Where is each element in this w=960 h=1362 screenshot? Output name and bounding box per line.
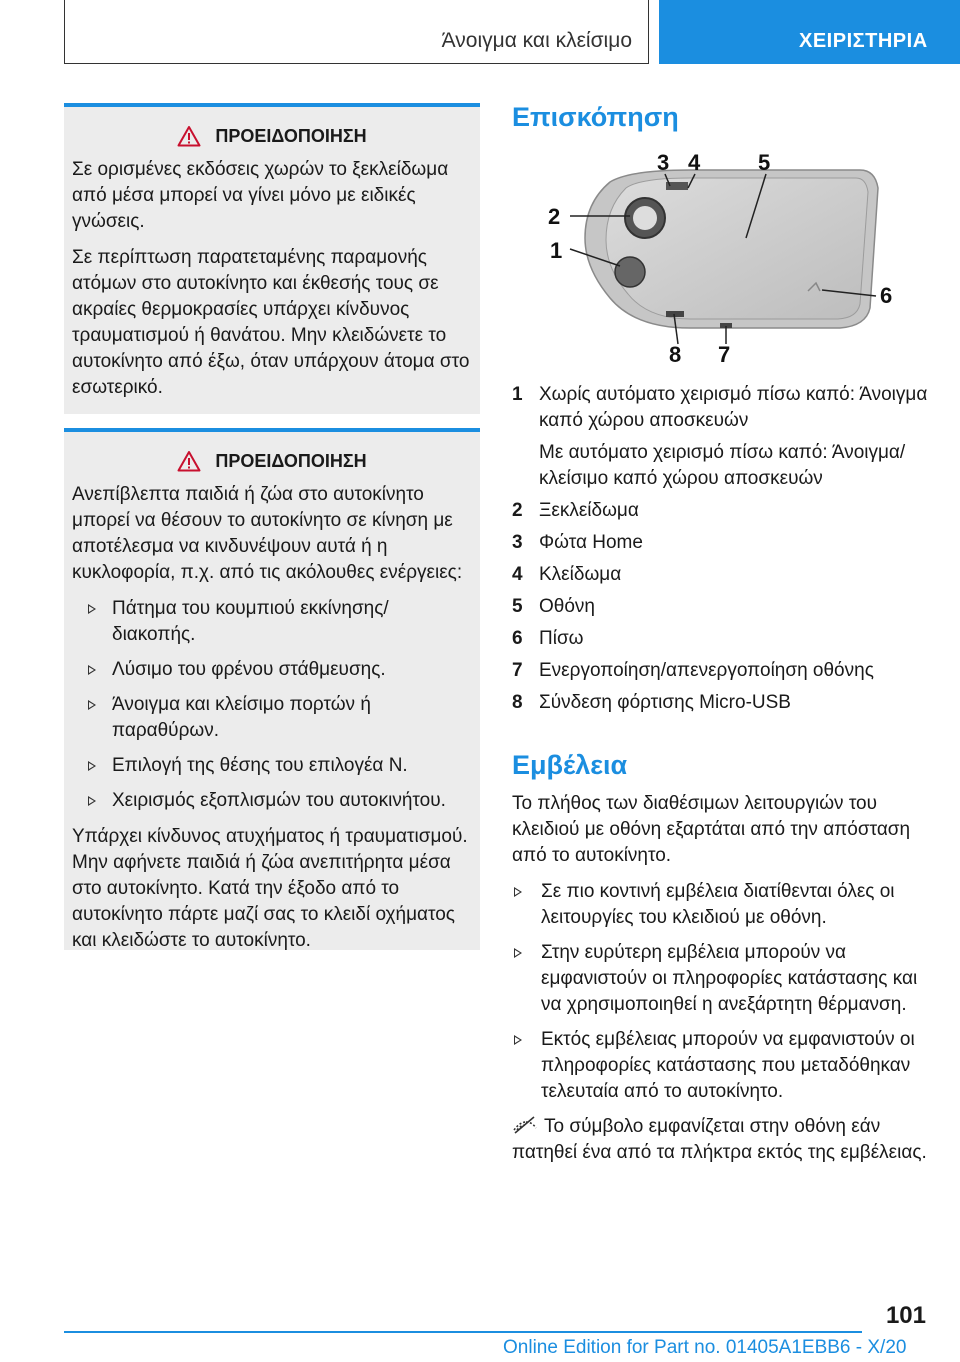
list-item: 8 Σύνδεση φόρτισης Micro-USB: [512, 692, 791, 713]
overview-numbered-list: [512, 382, 928, 434]
overview-list-block: [512, 382, 928, 722]
list-item: 7 Ενεργοποίηση/απενεργοποίηση οθόνης: [512, 660, 874, 681]
range-bullet-list: [512, 879, 928, 1105]
warning-box-2: [64, 428, 480, 950]
bullet-triangle-icon: [514, 887, 522, 897]
warning-triangle-icon: [177, 450, 201, 472]
display-key-figure: [540, 148, 910, 370]
overview-item-1-sub: Με αυτόματο χειρισμό πίσω καπό: Άνοιγμα/κλείσιμο καπό χώρου αποσκευών: [539, 442, 906, 489]
figure-label-1: 1: [550, 238, 563, 263]
header-chapter-title: ΧΕΙΡΙΣΤΗΡΙΑ: [799, 30, 928, 52]
list-item: 1 Χωρίς αυτόματο χειρισμό πίσω καπό: Άνοιγμα καπό χώρου αποσκευών: [512, 384, 928, 431]
overview-numbered-list-cont: [512, 498, 928, 716]
footer-divider: [64, 1331, 862, 1333]
warning-title-text-1: ΠΡΟΕΙΔΟΠΟΙΗΣΗ: [215, 125, 367, 146]
range-section: [512, 750, 928, 1166]
figure-label-4: 4: [688, 150, 701, 175]
header-section-title: Άνοιγμα και κλείσιμο: [441, 29, 632, 52]
figure-label-6: 6: [880, 283, 893, 308]
bullet-triangle-icon: [514, 1035, 522, 1045]
warning-title-2: [72, 446, 472, 476]
footer-edition: Online Edition for Part no. 01405A1EBB6 - X/20: [503, 1337, 907, 1358]
out-of-range-signal-icon: [512, 1116, 538, 1134]
header-chapter-box: [659, 0, 960, 64]
warning-2-outro: Υπάρχει κίνδυνος ατυχήματος ή τραυματισμού. Μην αφήνετε παιδιά ή ζώα ανεπιτήρητα μέσα στο αυτοκίνητο. Κατά την έξοδο από το αυτοκίνητο πάρτε μαζί σας το κλειδί οχήματος και κλειδώστε το αυτοκίνητο.: [72, 826, 468, 951]
bullet-triangle-icon: [88, 700, 96, 710]
list-item: 6 Πίσω: [512, 628, 584, 649]
warning-2-bullet-list: [72, 596, 472, 814]
list-item: 5 Οθόνη: [512, 596, 595, 617]
warning-triangle-icon: [177, 125, 201, 147]
list-item: Λύσιμο του φρένου στάθμευσης.: [72, 657, 472, 683]
range-note: Το σύμβολο εμφανίζεται στην οθόνη εάν πατηθεί ένα από τα πλήκτρα εκτός της εμβέλειας.: [512, 1116, 927, 1163]
list-item: Σε πιο κοντινή εμβέλεια διατίθενται όλες οι λειτουργίες του κλειδιού με οθόνη.: [512, 879, 928, 931]
list-item: 4 Κλείδωμα: [512, 564, 622, 585]
warning-box-1: [64, 103, 480, 414]
header-section-box: [64, 0, 649, 64]
warning-1-paragraph-1: Σε ορισμένες εκδόσεις χωρών το ξεκλείδωμα από μέσα μπορεί να γίνει μόνο με ειδικές γνώσεις.: [72, 159, 449, 232]
warning-2-intro: Ανεπίβλεπτα παιδιά ή ζώα στο αυτοκίνητο μπορεί να θέσουν το αυτοκίνητο σε κίνηση με αποτέλεσμα να κινδυνέψουν αυτά ή η κυκλοφορία, π.χ. από τις ακόλουθες ενέργειες:: [72, 484, 463, 583]
bullet-triangle-icon: [88, 604, 96, 614]
list-item: 3 Φώτα Home: [512, 532, 643, 553]
bullet-triangle-icon: [88, 665, 96, 675]
list-item: Πάτημα του κουμπιού εκκίνησης/διακοπής.: [72, 596, 472, 648]
figure-label-3: 3: [657, 150, 670, 175]
overview-heading: Επισκόπηση: [512, 102, 679, 132]
page-number: 101: [885, 1302, 926, 1329]
overview-section: [512, 102, 928, 133]
list-item: 2 Ξεκλείδωμα: [512, 500, 639, 521]
warning-title-text-2: ΠΡΟΕΙΔΟΠΟΙΗΣΗ: [215, 450, 367, 471]
bullet-triangle-icon: [88, 761, 96, 771]
list-item: Χειρισμός εξοπλισμών του αυτοκινήτου.: [72, 788, 472, 814]
warning-1-paragraph-2: Σε περίπτωση παρατεταμένης παραμονής ατόμων στο αυτοκίνητο και έκθεσής τους σε ακραίες θερμοκρασίες υπάρχει κίνδυνος τραυματισμού ή θανάτου. Μην κλειδώνετε το αυτοκίνητο από έξω, όταν υπάρχουν άτομα στο εσωτερικό.: [72, 247, 470, 398]
warning-title-1: [72, 121, 472, 151]
list-item: Εκτός εμβέλειας μπορούν να εμφανιστούν οι πληροφορίες κατάστασης που μεταδόθηκαν τελευταία από το αυτοκίνητο.: [512, 1027, 928, 1105]
range-intro: Το πλήθος των διαθέσιμων λειτουργιών του κλειδιού με οθόνη εξαρτάται από την απόσταση από το αυτοκίνητο.: [512, 793, 911, 866]
figure-label-8: 8: [669, 342, 682, 367]
list-item: Άνοιγμα και κλείσιμο πορτών ή παραθύρων.: [72, 692, 472, 744]
range-heading: Εμβέλεια: [512, 750, 628, 780]
bullet-triangle-icon: [88, 796, 96, 806]
figure-label-2: 2: [548, 204, 561, 229]
list-item: Στην ευρύτερη εμβέλεια μπορούν να εμφανιστούν οι πληροφορίες κατάστασης και να χρησιμοποιηθεί η ανεξάρτητη θέρμανση.: [512, 940, 928, 1018]
figure-label-7: 7: [718, 342, 731, 367]
figure-label-5: 5: [758, 150, 771, 175]
bullet-triangle-icon: [514, 948, 522, 958]
list-item: Επιλογή της θέσης του επιλογέα N.: [72, 753, 472, 779]
